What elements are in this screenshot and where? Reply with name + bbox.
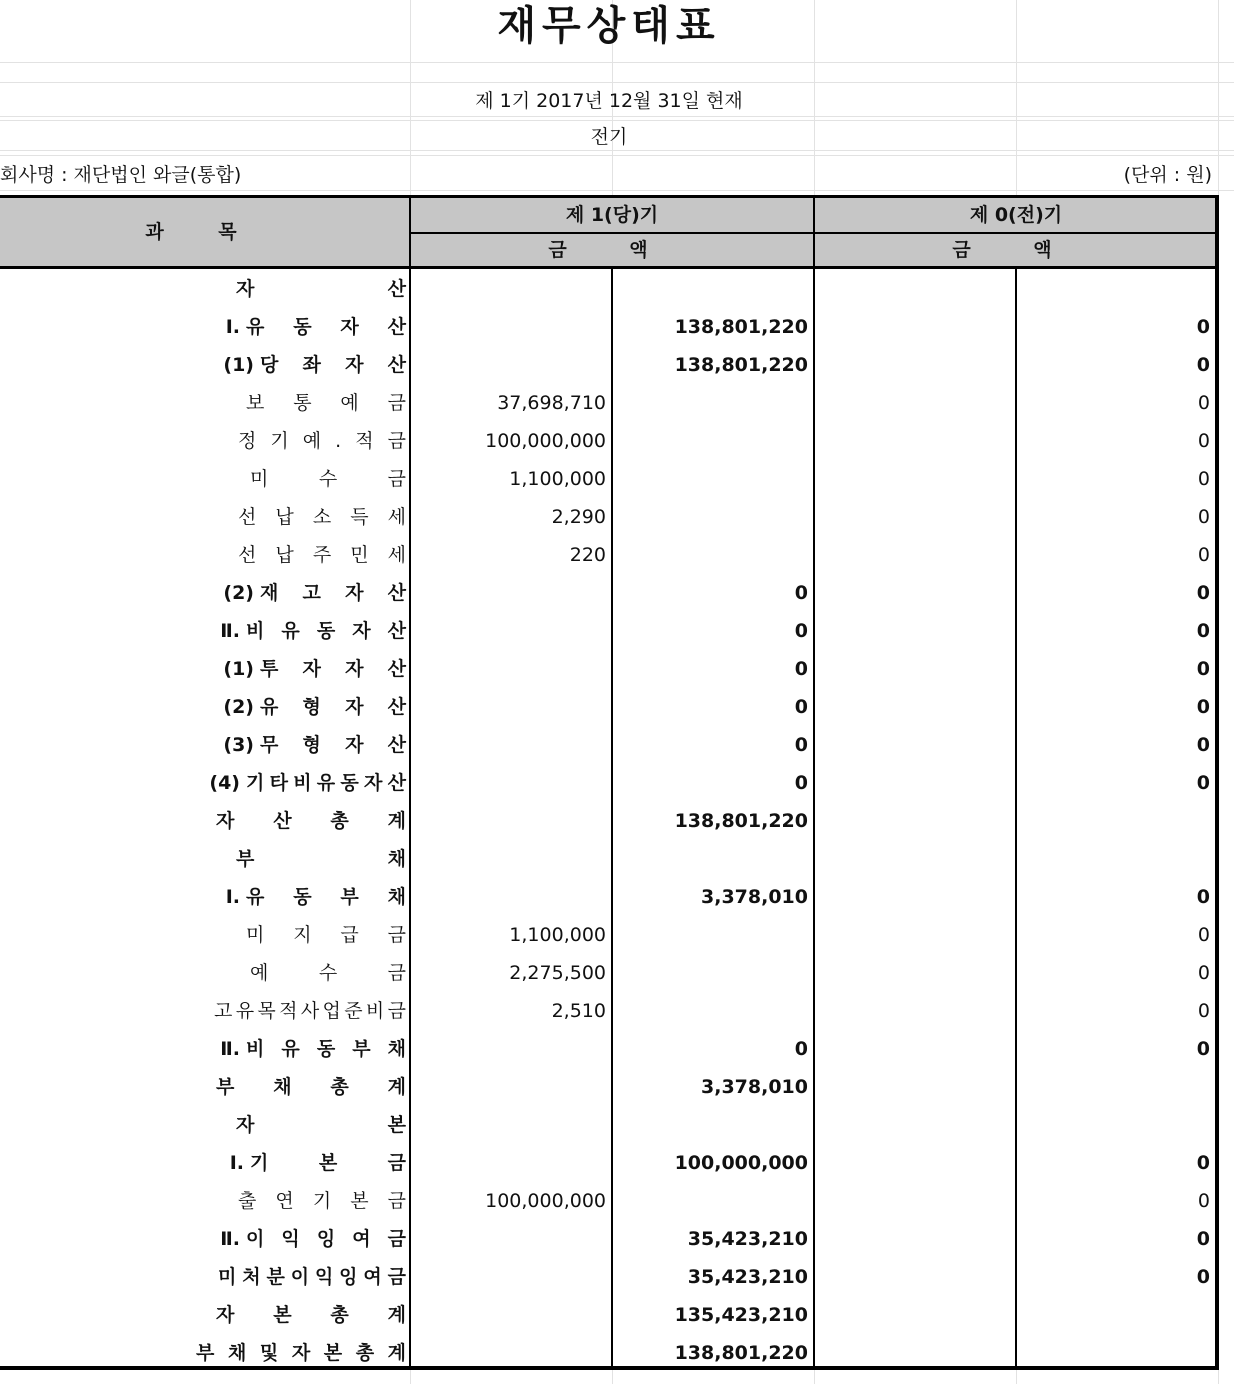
account-label (0, 1296, 406, 1334)
amount-cell-c2 (614, 916, 808, 954)
account-label (0, 802, 406, 840)
account-label (0, 270, 406, 308)
amount-cell-c2 (614, 498, 808, 536)
account-label (0, 1068, 406, 1106)
account-prefix: Ⅰ. (225, 316, 240, 338)
amount-cell-c4: 0 (1197, 962, 1210, 984)
account-prefix: Ⅱ. (220, 1038, 240, 1060)
amount-cell-c4: 0 (1197, 544, 1210, 566)
account-name: 유 형 자 산 (260, 696, 406, 718)
amount-cell-c3 (816, 1068, 1010, 1106)
amount-cell-c1 (412, 1030, 606, 1068)
account-label (0, 688, 406, 726)
account-label (0, 954, 406, 992)
account-name: 재 고 자 산 (260, 582, 406, 604)
amount-cell-c4: 0 (1197, 392, 1210, 414)
amount-cell-c3 (816, 308, 1010, 346)
table-row (0, 612, 1218, 650)
grid-row-line (0, 120, 1234, 121)
amount-cell-c4: 0 (1197, 1000, 1210, 1022)
amount-cell-c4 (1018, 802, 1210, 840)
account-label (0, 764, 406, 802)
amount-cell-c4 (1018, 1334, 1210, 1372)
unit-label: (단위 : 원) (1123, 164, 1212, 186)
prev-period-label: 전기 (590, 126, 628, 148)
amount-cell-c2: 0 (794, 658, 808, 680)
account-name: 부 채 총 계 (216, 1076, 406, 1098)
amount-cell-c1 (412, 726, 606, 764)
account-prefix: Ⅱ. (220, 1228, 240, 1250)
amount-cell-c3 (816, 612, 1010, 650)
account-label (0, 612, 406, 650)
company-name: 회사명 : 재단법인 와글(통합) (0, 164, 242, 186)
header-bottom-border (0, 266, 1219, 269)
amount-cell-c1 (412, 840, 606, 878)
account-name: 유 동 자 산 (246, 316, 406, 338)
table-row (0, 1296, 1218, 1334)
account-prefix: (2) (223, 696, 254, 718)
amount-cell-c1: 220 (569, 544, 606, 566)
amount-cell-c2: 35,423,210 (687, 1266, 808, 1288)
account-name: 비 유 동 부 채 (246, 1038, 406, 1060)
amount-cell-c2: 0 (794, 620, 808, 642)
account-name: 미 수 금 (250, 468, 406, 490)
table-row (0, 1144, 1218, 1182)
account-name: 보 통 예 금 (246, 392, 406, 414)
amount-cell-c4: 0 (1196, 354, 1210, 376)
grid-row-line (0, 155, 1234, 156)
amount-cell-c4 (1018, 840, 1210, 878)
table-row (0, 574, 1218, 612)
amount-cell-c3 (816, 802, 1010, 840)
amount-cell-c3 (816, 536, 1010, 574)
account-prefix: (1) (223, 658, 254, 680)
amount-cell-c1: 2,290 (551, 506, 606, 528)
amount-cell-c3 (816, 1296, 1010, 1334)
account-name: 선 납 주 민 세 (238, 544, 406, 566)
account-prefix: Ⅰ. (229, 1152, 244, 1174)
amount-cell-c1 (412, 1296, 606, 1334)
amount-cell-c1 (412, 1144, 606, 1182)
table-row (0, 688, 1218, 726)
account-name: 자 본 총 계 (216, 1304, 406, 1326)
table-row (0, 1068, 1218, 1106)
amount-cell-c3 (816, 840, 1010, 878)
amount-cell-c2 (614, 422, 808, 460)
amount-cell-c2 (614, 460, 808, 498)
amount-cell-c4: 0 (1196, 734, 1210, 756)
account-name: 자 산 (236, 278, 406, 300)
amount-cell-c4: 0 (1196, 1038, 1210, 1060)
account-prefix: (3) (223, 734, 254, 756)
account-name: 당 좌 자 산 (260, 354, 406, 376)
header-current-period: 제 1(당)기 (565, 204, 659, 226)
amount-cell-c1 (412, 346, 606, 384)
amount-cell-c4: 0 (1196, 620, 1210, 642)
amount-cell-c3 (816, 650, 1010, 688)
account-name: 부 채 및 자 본 총 계 (196, 1342, 406, 1364)
amount-cell-c4: 0 (1196, 1228, 1210, 1250)
table-row (0, 1334, 1218, 1372)
account-name: 고 유 목 적 사 업 준 비 금 (214, 1000, 406, 1022)
account-label (0, 726, 406, 764)
table-border-top (0, 195, 1219, 198)
amount-cell-c3 (816, 688, 1010, 726)
amount-cell-c1: 100,000,000 (485, 430, 606, 452)
amount-cell-c2 (614, 840, 808, 878)
amount-cell-c1 (412, 764, 606, 802)
amount-cell-c2: 138,801,220 (674, 810, 808, 832)
amount-cell-c2 (614, 536, 808, 574)
account-name: 부 채 (236, 848, 406, 870)
table-row (0, 384, 1218, 422)
amount-cell-c3 (816, 764, 1010, 802)
amount-cell-c1: 100,000,000 (485, 1190, 606, 1212)
amount-cell-c1 (412, 270, 606, 308)
account-label (0, 878, 406, 916)
amount-cell-c3 (816, 1144, 1010, 1182)
amount-cell-c1 (412, 308, 606, 346)
amount-cell-c4: 0 (1197, 430, 1210, 452)
account-label (0, 422, 406, 460)
account-name: 예 수 금 (250, 962, 406, 984)
account-name: 무 형 자 산 (260, 734, 406, 756)
amount-cell-c4: 0 (1196, 696, 1210, 718)
amount-cell-c2 (614, 384, 808, 422)
account-label (0, 1182, 406, 1220)
amount-cell-c1: 1,100,000 (509, 924, 606, 946)
account-name: 투 자 자 산 (260, 658, 406, 680)
account-label (0, 536, 406, 574)
amount-cell-c1 (412, 1220, 606, 1258)
account-name: 선 납 소 득 세 (238, 506, 406, 528)
amount-cell-c3 (816, 992, 1010, 1030)
amount-cell-c1 (412, 1258, 606, 1296)
amount-cell-c1: 1,100,000 (509, 468, 606, 490)
amount-cell-c2: 0 (794, 772, 808, 794)
amount-cell-c3 (816, 1030, 1010, 1068)
account-label (0, 992, 406, 1030)
table-row (0, 726, 1218, 764)
amount-cell-c3 (816, 270, 1010, 308)
table-row (0, 840, 1218, 878)
amount-cell-c4: 0 (1197, 924, 1210, 946)
account-label (0, 574, 406, 612)
account-label (0, 840, 406, 878)
amount-cell-c1 (412, 574, 606, 612)
amount-cell-c1 (412, 1334, 606, 1372)
amount-cell-c3 (816, 954, 1010, 992)
amount-cell-c2: 35,423,210 (687, 1228, 808, 1250)
account-label (0, 308, 406, 346)
table-row (0, 422, 1218, 460)
account-prefix: Ⅰ. (225, 886, 240, 908)
amount-cell-c2: 138,801,220 (674, 1342, 808, 1364)
amount-cell-c3 (816, 1220, 1010, 1258)
grid-row-line (0, 116, 1234, 117)
account-name: 이 익 잉 여 금 (246, 1228, 406, 1250)
amount-cell-c2: 100,000,000 (674, 1152, 808, 1174)
table-row (0, 878, 1218, 916)
table-row (0, 460, 1218, 498)
amount-cell-c2: 135,423,210 (674, 1304, 808, 1326)
account-prefix: (1) (223, 354, 254, 376)
amount-cell-c2: 3,378,010 (701, 1076, 808, 1098)
amount-cell-c1: 2,275,500 (509, 962, 606, 984)
table-row (0, 992, 1218, 1030)
amount-cell-c4: 0 (1196, 772, 1210, 794)
amount-cell-c4 (1018, 270, 1210, 308)
account-name: 자 산 총 계 (216, 810, 406, 832)
account-label (0, 346, 406, 384)
amount-cell-c4: 0 (1196, 1266, 1210, 1288)
amount-cell-c4: 0 (1197, 506, 1210, 528)
amount-cell-c2: 3,378,010 (701, 886, 808, 908)
account-name: 출 연 기 본 금 (238, 1190, 406, 1212)
table-row (0, 650, 1218, 688)
amount-cell-c3 (816, 1182, 1010, 1220)
amount-cell-c4: 0 (1196, 658, 1210, 680)
amount-cell-c1: 2,510 (551, 1000, 606, 1022)
table-row (0, 308, 1218, 346)
amount-cell-c4: 0 (1197, 1190, 1210, 1212)
amount-cell-c3 (816, 574, 1010, 612)
account-name: 미 처 분 이 익 잉 여 금 (218, 1266, 406, 1288)
table-row (0, 1182, 1218, 1220)
amount-cell-c4 (1018, 1296, 1210, 1334)
period-line: 제 1기 2017년 12월 31일 현재 (475, 90, 743, 112)
account-name: 기 본 금 (250, 1152, 406, 1174)
account-name: 비 유 동 자 산 (246, 620, 406, 642)
account-label (0, 498, 406, 536)
amount-cell-c3 (816, 1258, 1010, 1296)
account-label (0, 1030, 406, 1068)
header-prior-period: 제 0(전)기 (969, 204, 1063, 226)
header-prior-amount: 금 액 (952, 239, 1080, 261)
table-row (0, 1030, 1218, 1068)
table-row (0, 270, 1218, 308)
table-row (0, 954, 1218, 992)
table-row (0, 802, 1218, 840)
table-row (0, 346, 1218, 384)
amount-cell-c4 (1018, 1068, 1210, 1106)
amount-cell-c3 (816, 422, 1010, 460)
amount-cell-c2 (614, 992, 808, 1030)
amount-cell-c4: 0 (1196, 886, 1210, 908)
table-row (0, 1258, 1218, 1296)
account-prefix: (2) (223, 582, 254, 604)
amount-cell-c2: 0 (794, 696, 808, 718)
amount-cell-c3 (816, 346, 1010, 384)
table-row (0, 1106, 1218, 1144)
table-row (0, 764, 1218, 802)
account-label (0, 460, 406, 498)
amount-cell-c2: 138,801,220 (674, 354, 808, 376)
header-subject: 과 목 (145, 221, 261, 243)
amount-cell-c4: 0 (1196, 316, 1210, 338)
amount-cell-c2: 0 (794, 582, 808, 604)
amount-cell-c2 (614, 954, 808, 992)
account-name: 정 기 예 . 적 금 (238, 430, 406, 452)
table-row (0, 916, 1218, 954)
account-label (0, 1144, 406, 1182)
table-row (0, 536, 1218, 574)
amount-cell-c3 (816, 1106, 1010, 1144)
amount-cell-c2: 138,801,220 (674, 316, 808, 338)
amount-cell-c3 (816, 916, 1010, 954)
amount-cell-c3 (816, 384, 1010, 422)
amount-cell-c2: 0 (794, 1038, 808, 1060)
table-row (0, 498, 1218, 536)
table-row (0, 1220, 1218, 1258)
account-label (0, 1334, 406, 1372)
amount-cell-c1 (412, 650, 606, 688)
amount-cell-c3 (816, 878, 1010, 916)
account-prefix: (4) (209, 772, 240, 794)
grid-row-line (0, 82, 1234, 83)
amount-cell-c4: 0 (1196, 1152, 1210, 1174)
account-name: 기 타 비 유 동 자 산 (246, 772, 406, 794)
grid-row-line (0, 62, 1234, 63)
amount-cell-c2 (614, 1106, 808, 1144)
amount-cell-c1 (412, 688, 606, 726)
grid-row-line (0, 150, 1234, 151)
amount-cell-c3 (816, 1334, 1010, 1372)
account-prefix: Ⅱ. (220, 620, 240, 642)
account-name: 미 지 급 금 (246, 924, 406, 946)
amount-cell-c1 (412, 802, 606, 840)
account-label (0, 1106, 406, 1144)
amount-cell-c4: 0 (1197, 468, 1210, 490)
account-label (0, 916, 406, 954)
amount-cell-c2 (614, 1182, 808, 1220)
amount-cell-c1: 37,698,710 (497, 392, 606, 414)
amount-cell-c3 (816, 460, 1010, 498)
account-label (0, 650, 406, 688)
amount-cell-c1 (412, 612, 606, 650)
amount-cell-c4 (1018, 1106, 1210, 1144)
account-name: 유 동 부 채 (246, 886, 406, 908)
account-label (0, 1220, 406, 1258)
account-label (0, 1258, 406, 1296)
account-name: 자 본 (236, 1114, 406, 1136)
amount-cell-c1 (412, 878, 606, 916)
amount-cell-c3 (816, 726, 1010, 764)
amount-cell-c4: 0 (1196, 582, 1210, 604)
header-current-amount: 금 액 (548, 239, 676, 261)
amount-cell-c2: 0 (794, 734, 808, 756)
page-title: 재무상태표 (497, 3, 721, 49)
grid-row-line (0, 190, 1234, 191)
amount-cell-c3 (816, 498, 1010, 536)
amount-cell-c2 (614, 270, 808, 308)
amount-cell-c1 (412, 1068, 606, 1106)
amount-cell-c1 (412, 1106, 606, 1144)
account-label (0, 384, 406, 422)
